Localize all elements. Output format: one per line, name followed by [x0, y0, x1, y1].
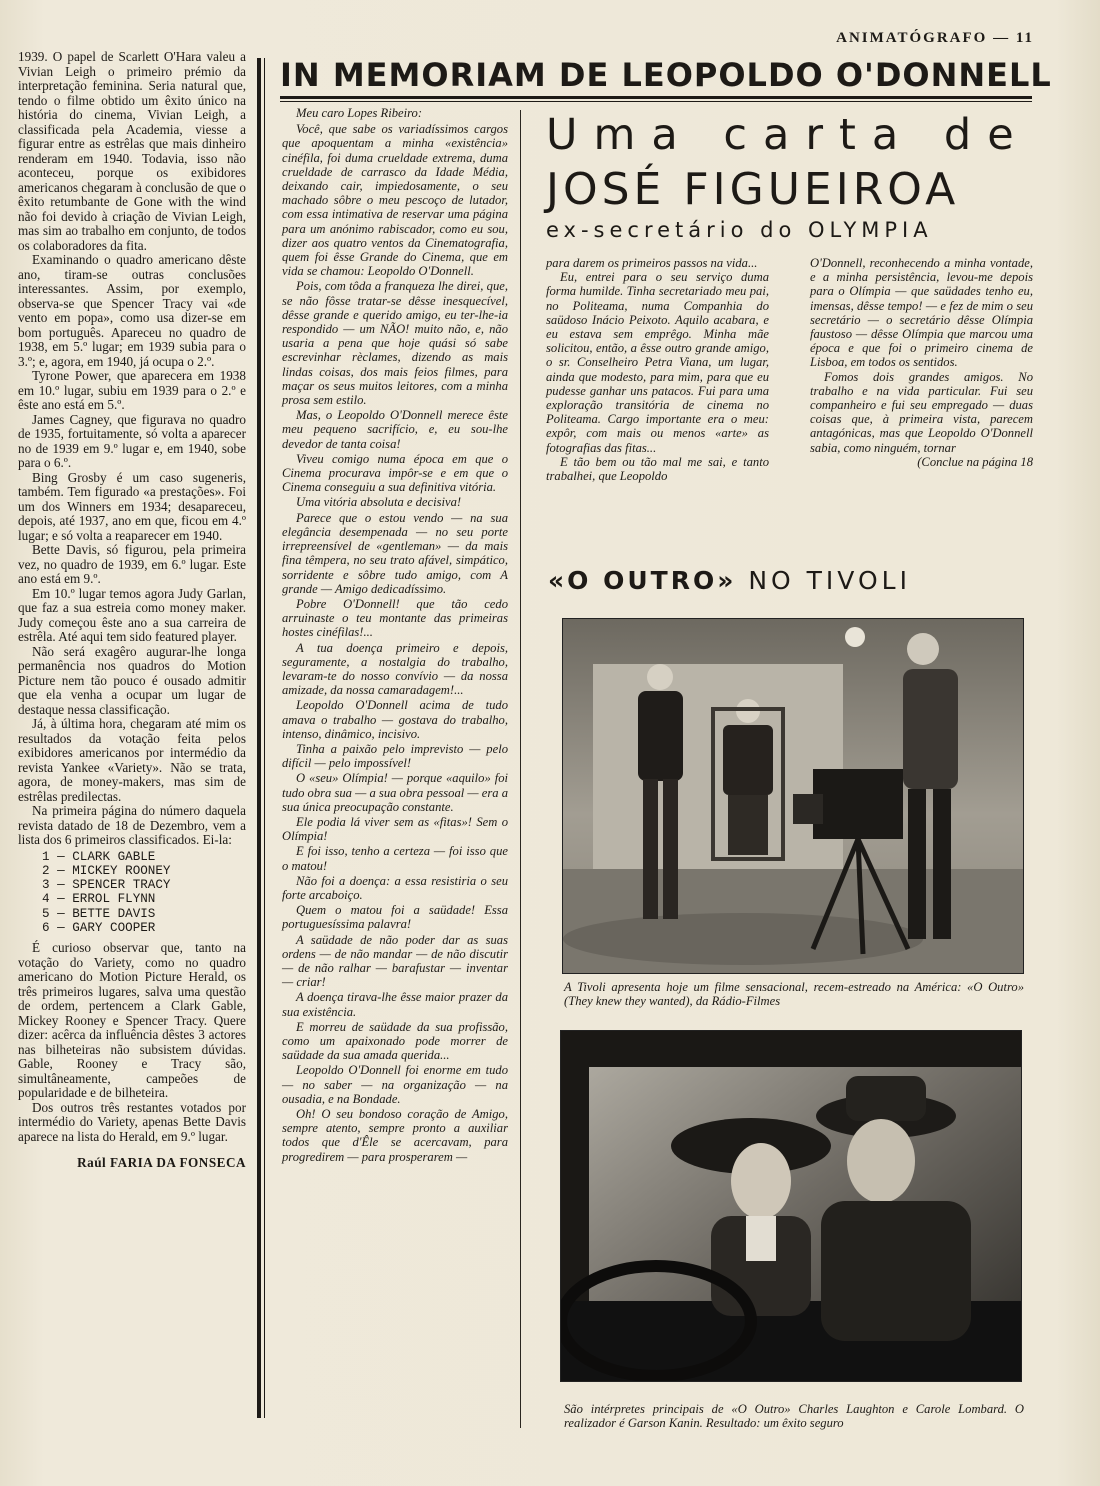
left-paragraph: 1939. O papel de Scarlett O'Hara valeu a Vivian Leigh o primeiro prémio da interpretação feminina. Seria natural que, tendo o filme obtido um êxito único na história do cinema, Vivian Leigh, a classificada pela Academia, viesse a figurar entre as estrêlas que mais dinheiro renderam em 1940. Todavia, isso não aconteceu, porque os exibidores americanos chegaram à conclusão de que o êxito retumbante de Gone with the wind não foi devido à criação de Vivian Leigh, mas sim ao trabalho em conjunto, de todos os colaboradores da fita. — [18, 49, 246, 253]
letter-paragraph: A doença tirava-lhe êsse maior prazer da sua existência. — [282, 990, 508, 1019]
letter-paragraph: Pois, com tôda a franqueza lhe direi, que, se não fôsse tratar-se dêsse inesquecível, dêsse grande e querido amigo, eu ter-lhe-ia respondido — um NÃO! muito não, e, não usaria a pena que hoje quási só sabe escrevinhar rèclames, dizendo as mais lindas coisas, dos mais feios filmes, para maçar os seus muitos leitores, com a minha prosa sem estilo. — [282, 279, 508, 408]
ranking-item: 1 — CLARK GABLE — [42, 849, 156, 864]
ranking-list — [42, 850, 246, 936]
letter-paragraph: Leopoldo O'Donnell acima de tudo amava o trabalho — gostava do trabalho, intenso, dinâmico, incisivo. — [282, 698, 508, 741]
actors-in-car-illustration — [561, 1031, 1021, 1381]
letter-paragraph: Parece que o estou vendo — na sua elegância desempenada — no seu porte irrepreensível de «gentleman» — da mais fina têmpera, no seu trato afável, simpático, sorridente e sôbre tudo amigo, com A grande — Amigo dedicadíssimo. — [282, 510, 508, 596]
letter-paragraph: Ele podia lá viver sem as «fitas»! Sem o Olímpia! — [282, 814, 508, 844]
film-set-illustration — [563, 619, 1023, 973]
photo-caption-1: A Tivoli apresenta hoje um filme sensacional, recem-estreado na América: «O Outro» (They knew they wanted), da Rádio-Filmes — [564, 980, 1024, 1009]
letter-paragraph: A saüdade de não poder dar as suas ordens — de não mandar — de não discutir — de não ralhar — barafustar — inventar — criar! — [282, 932, 508, 990]
outro-venue: NO TIVOLI — [748, 566, 911, 595]
story-paragraph: E tão bem ou tão mal me sai, e tanto trabalhei, que Leopoldo — [546, 454, 769, 484]
letter-paragraph: Uma vitória absoluta e decisiva! — [296, 495, 462, 510]
left-paragraph: Não será exagêro augurar-lhe longa permanência nos quadros do Motion Picture nem tão pouco é ousado admitir que ela venha a ocupar um lugar de destaque nessa classificação. — [18, 643, 246, 717]
left-paragraph: Bing Grosby é um caso sugeneris, também. Tem figurado «a prestações». Foi um dos Winners em 1934; desapareceu, depois, até 1937, ano em que, ficou em 4.º lugar; e só volta a reaparecer em 1940. — [18, 469, 246, 543]
ranking-item: 3 — SPENCER TRACY — [42, 878, 171, 893]
continued-note: (Conclue na página 18 — [917, 454, 1033, 469]
left-paragraph: Dos outros três restantes votados por intermédio do Variety, apenas Bette Davis aparece na lista do Herald, em 9.º lugar. — [18, 1099, 246, 1144]
letter-paragraph: A tua doença primeiro e depois, seguramente, a nostalgia do trabalho, levaram-te do nosso convívio — da nossa amizade, da nossa camaradagem!... — [282, 640, 508, 698]
letter-paragraph: Quem o matou foi a saüdade! Essa portuguesíssima palavra! — [282, 903, 508, 932]
story-paragraph: Eu, entrei para o seu serviço duma forma humilde. Tinha secretariado meu pai, no Politeama, numa Companhia do saüdoso Inácio Peixoto. Aquilo acabara, e eu estava sem emprêgo. Minha mãe solicitou, então, a êsse outro grande amigo, o sr. Conselheiro Petra Viana, um lugar, ainda que modesto, para mim, para que eu pudesse ganhar uns patacos. Fui para uma exploração transitória de cinema no Politeama. Cargo importante era o meu: expôr, com mais ou menos «arte» as fotografias das fitas... — [546, 270, 769, 455]
letter-paragraph: Pobre O'Donnell! que tão cedo arruinaste o teu montante das primeiras hostes cinéfilas!... — [282, 596, 508, 640]
ranking-item: 4 — ERROL FLYNN — [42, 892, 156, 907]
letter-salutation: Meu caro Lopes Ribeiro: — [296, 106, 423, 120]
headline-line-2: JOSÉ FIGUEIROA — [546, 164, 960, 215]
headline-line-1: Uma carta de — [546, 110, 1030, 160]
letter-paragraph: Mas, o Leopoldo O'Donnell merece êste meu pequeno sacrifício, e, eu sou-lhe devedor de tanta coisa! — [282, 408, 508, 451]
letter-paragraph: E morreu de saüdade da sua profissão, como um apaixonado pode morrer de saüdade da sua amada querida... — [282, 1019, 508, 1063]
ranking-item: 6 — GARY COOPER — [42, 920, 156, 935]
ranking-item: 5 — BETTE DAVIS — [42, 906, 156, 921]
film-still-photo-2 — [560, 1030, 1022, 1382]
story-column-b — [810, 256, 1033, 469]
running-head: ANIMATÓGRAFO — 11 — [836, 30, 1034, 46]
column-divider-thin — [264, 58, 265, 1418]
author-signature: Raúl FARIA DA FONSECA — [77, 1155, 246, 1171]
story-paragraph: para darem os primeiros passos na vida... — [546, 256, 758, 270]
left-paragraph: Bette Davis, só figurou, pela primeira vez, no quadro de 1939, em 6.º lugar. Este ano está em 9.º. — [18, 542, 246, 586]
left-paragraph: Já, à última hora, chegaram até mim os resultados da votação feita pelos exibidores americanos por intermédio da revista Yankee «Variety». Não se trata, agora, de money-makers, mas sim de estrêlas predilectas. — [18, 716, 246, 804]
headline-line-3: ex-secretário do OLYMPIA — [546, 218, 933, 242]
letter-paragraph: Você, que sabe os variadíssimos cargos que apoquentam a minha «existência» cinéfila, foi duma crueldade extrema, duma crueldade de carrasco da Idade Média, deixando cair, impiedosamente, o seu machado sôbre o meu pescoço de lutador, com essa intimativa de reservar uma página para um anónimo rabiscador, como eu sou, dizer aos quatro ventos da Cinematografia, quem foi êsse Grande do Cinema, que em vida se chamou: Leopoldo O'Donnell. — [282, 122, 508, 279]
left-paragraph: Tyrone Power, que aparecera em 1938 em 10.º lugar, subiu em 1939 para o 2.º e êste ano está em 5.º. — [18, 368, 246, 412]
outro-title: «O OUTRO» — [548, 566, 737, 595]
letter-paragraph: E foi isso, tenho a certeza — foi isso que o matou! — [282, 844, 508, 873]
outro-heading — [548, 566, 1032, 595]
banner-title: IN MEMORIAM DE LEOPOLDO O'DONNELL — [280, 56, 1052, 94]
left-column-article — [18, 50, 246, 1171]
left-paragraph: James Cagney, que figurava no quadro de 1935, fortuitamente, só volta a aparecer no de 1939 em 9.º lugar e, em 1940, sobe para o 6.º. — [18, 411, 246, 470]
photo-caption-2: São intérpretes principais de «O Outro» Charles Laughton e Carole Lombard. O realizador é Garson Kanin. Resultado: um êxito seguro — [564, 1402, 1024, 1431]
left-paragraph: É curioso observar que, tanto na votação do Variety, como no quadro americano do Motion Picture Herald, os três primeiros lugares, salva uma questão de ordem, pertencem a Clark Gable, Mickey Rooney e Spencer Tracy. Quere dizer: acêrca da influência dêstes 3 actores nas bilheteiras não subsistem dúvidas. Gable, Rooney e Tracy são, simultâneamente, campeões de popularidade e de bilheteira. — [18, 940, 246, 1101]
banner-rule — [280, 96, 1032, 102]
left-paragraph: Examinando o quadro americano dêste ano, tiram-se outras conclusões interessantes. Assim, por exemplo, observa-se que Spencer Tracy vai «de vento em popa», como usa dizer-se em bom português. Apareceu no quadro de 1938, em 5.º lugar; em 1939 subia para o 3.º; e, agora, em 1940, já ocupa o 2.º. — [18, 252, 246, 369]
story-paragraph: O'Donnell, reconhecendo a minha vontade, e a minha persistência, levou-me depois para o Olímpia — que saüdades tenho eu, imensas, dêsse tempo! — e fez de mim o seu secretário — o secretário dêsse Olímpia faustoso — dêsse Olímpia que marcou uma época e que foi o primeiro cinema de Lisboa, em todos os sentidos. — [810, 256, 1033, 370]
story-column-a — [546, 256, 769, 483]
letter-paragraph: O «seu» Olímpia! — porque «aquilo» foi tudo obra sua — a sua obra pessoal — era a sua única preocupação constante. — [282, 771, 509, 814]
film-still-photo-1 — [562, 618, 1024, 974]
column-divider-thick — [257, 58, 261, 1418]
letter-paragraph: Viveu comigo numa época em que o Cinema procurava impôr-se e em que o Cinema conseguiu a sua definitiva vitória. — [282, 451, 508, 495]
letter-paragraph: Tinha a paixão pelo imprevisto — pelo difícil — pelo impossível! — [282, 741, 508, 771]
ranking-item: 2 — MICKEY ROONEY — [42, 863, 171, 878]
left-paragraph: Em 10.º lugar temos agora Judy Garlan, que faz a sua estreia como money maker. Judy começou êste ano a sua carreira de estrêla. Até aqui tem sido featured player. — [18, 585, 246, 644]
letter-paragraph: Não foi a doença: a essa resistiria o seu forte arcaboiço. — [282, 873, 508, 902]
left-paragraph: Na primeira página do número daquela revista datado de 18 de Dezembro, vem a lista dos 6 primeiros classificados. Ei-la: — [18, 803, 246, 847]
letter-paragraph: Oh! O seu bondoso coração de Amigo, sempre atento, sempre pronto a auxiliar todos que d'Êle se acercavam, para progredirem — para prosperarem — — [282, 1107, 508, 1164]
story-paragraph: Fomos dois grandes amigos. No trabalho e na vida particular. Fui seu companheiro e fui seu empregado — duas coisas que, à primeira vista, parecem antagónicas, mas que Leopoldo O'Donnell sabia, como ninguém, tornar — [810, 369, 1033, 455]
letter-paragraph: Leopoldo O'Donnell foi enorme em tudo — no saber — na organização — na ousadia, e na Bondade. — [282, 1063, 508, 1106]
letter-divider — [520, 110, 521, 1428]
letter-column — [282, 106, 508, 1165]
